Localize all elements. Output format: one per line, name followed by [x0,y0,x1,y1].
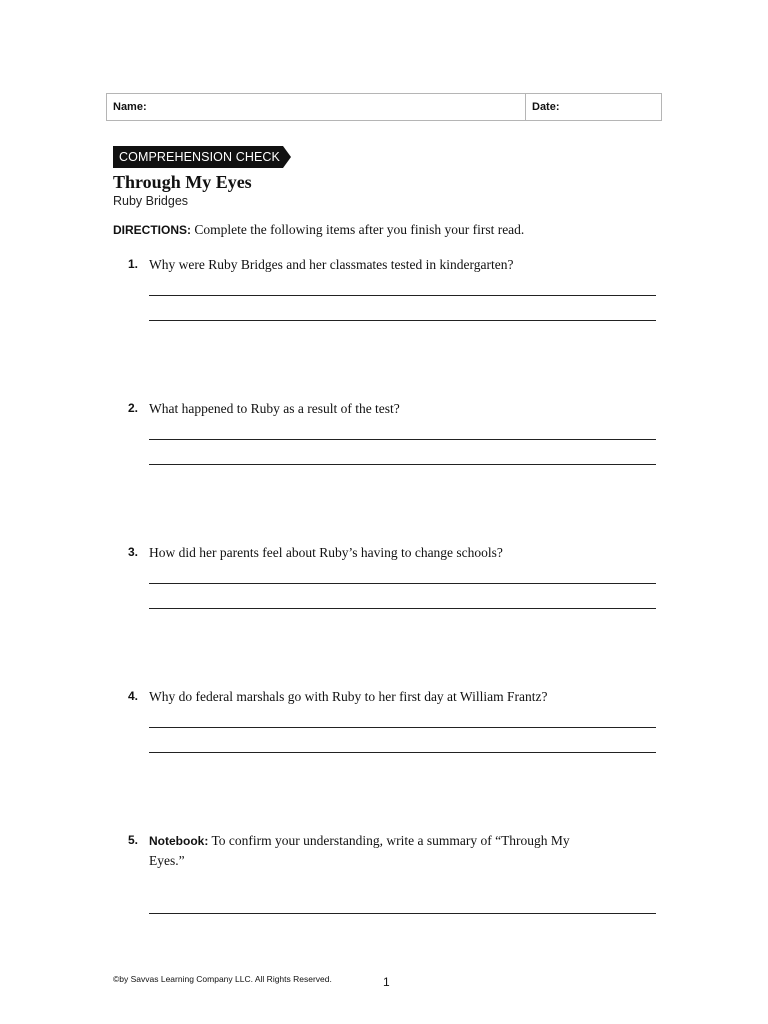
directions [113,222,524,238]
question-3-text: How did her parents feel about Ruby’s having to change schools? [149,545,503,560]
name-date-box [106,93,662,121]
banner-arrow-icon [283,146,291,168]
question-4-answer-line-2[interactable] [149,752,656,753]
question-1-answer-line-1[interactable] [149,295,656,296]
question-4-answer-line-1[interactable] [149,727,656,728]
question-5-number: 5. [128,833,139,847]
comprehension-check-banner [113,146,283,168]
question-2-answer-line-1[interactable] [149,439,656,440]
question-5-body: To confirm your understanding, write a summary of “Through My Eyes.” [149,833,570,868]
question-5-answer-line-1[interactable] [149,913,656,914]
name-field[interactable] [107,94,526,120]
question-1-text: Why were Ruby Bridges and her classmates tested in kindergarten? [149,257,514,272]
question-1-number: 1. [128,257,139,271]
question-5-text [149,831,599,870]
name-label: Name: [113,101,147,113]
date-field[interactable] [526,94,661,120]
question-4-number: 4. [128,689,139,703]
copyright-notice: ©by Savvas Learning Company LLC. All Rights Reserved. [113,974,332,984]
directions-text: Complete the following items after you finish your first read. [191,222,525,237]
page-number: 1 [383,975,390,989]
question-3-answer-line-1[interactable] [149,583,656,584]
directions-label: DIRECTIONS: [113,223,191,237]
page-subtitle: Ruby Bridges [113,194,189,208]
question-4-text: Why do federal marshals go with Ruby to her first day at William Frantz? [149,689,548,704]
banner-label: COMPREHENSION CHECK [119,150,280,164]
notebook-label: Notebook: [149,834,209,848]
page-title: Through My Eyes [113,172,252,192]
question-3-number: 3. [128,545,139,559]
date-label: Date: [532,101,560,113]
question-2-answer-line-2[interactable] [149,464,656,465]
question-1-answer-line-2[interactable] [149,320,656,321]
question-2-text: What happened to Ruby as a result of the test? [149,401,400,416]
question-2-number: 2. [128,401,139,415]
question-3-answer-line-2[interactable] [149,608,656,609]
